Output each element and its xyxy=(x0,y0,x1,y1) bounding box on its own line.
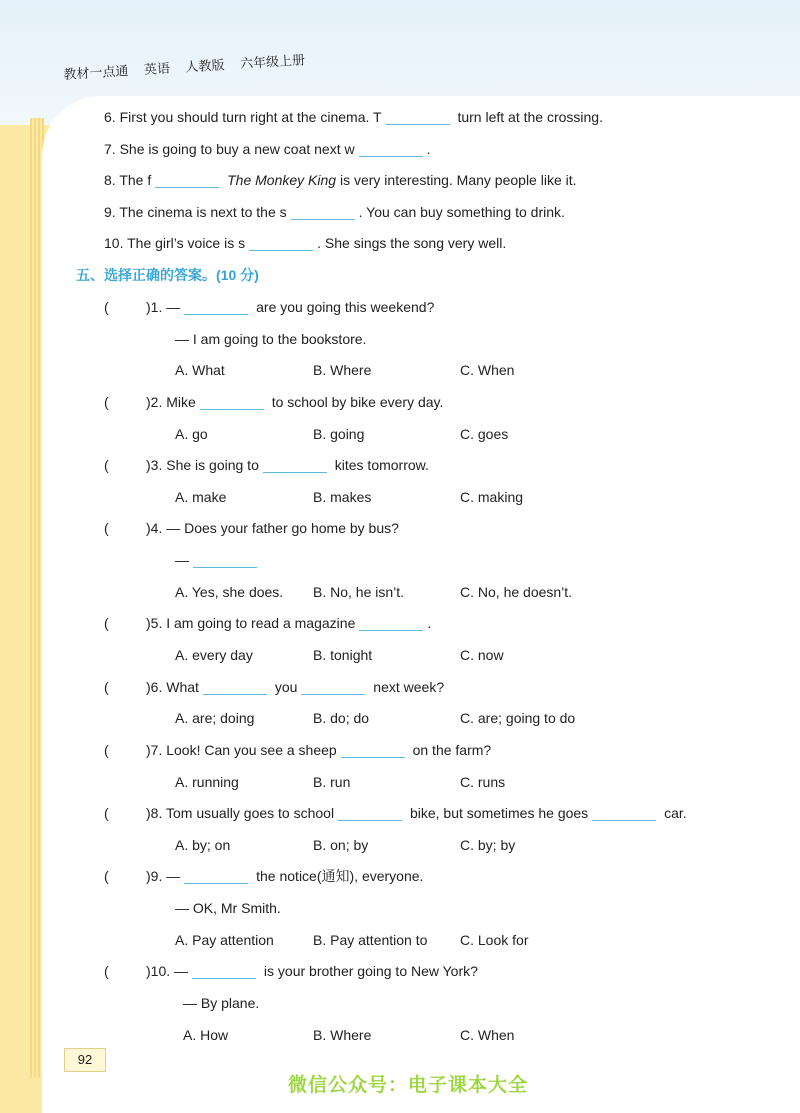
option-a[interactable]: A. running xyxy=(175,774,239,790)
option-c[interactable]: C. are; going to do xyxy=(460,710,576,726)
fill-item-10: 10. The girl’s voice is s . She sings the song very well. xyxy=(104,235,507,251)
answer-blank[interactable] xyxy=(193,553,257,568)
question-10-reply: — By plane. xyxy=(183,995,260,1011)
option-c[interactable]: C. goes xyxy=(460,426,509,442)
option-b[interactable]: B. No, he isn’t. xyxy=(313,584,405,600)
option-a[interactable]: A. go xyxy=(175,426,208,442)
question-10: ( )10. — is your brother going to New York? xyxy=(104,963,478,979)
option-a[interactable]: A. What xyxy=(175,362,225,378)
question-1-reply: — I am going to the bookstore. xyxy=(175,331,367,347)
answer-blank[interactable] xyxy=(203,680,267,695)
answer-blank[interactable] xyxy=(359,142,423,157)
answer-blank[interactable] xyxy=(249,236,313,251)
option-a[interactable]: A. by; on xyxy=(175,837,231,853)
answer-blank[interactable] xyxy=(155,173,219,188)
option-b[interactable]: B. makes xyxy=(313,489,372,505)
section-title: 五、选择正确的答案。(10 分) xyxy=(76,267,259,283)
option-c[interactable]: C. When xyxy=(460,362,515,378)
option-b[interactable]: B. Where xyxy=(313,1027,372,1043)
question-3: ( )3. She is going to kites tomorrow. xyxy=(104,457,429,473)
fill-item-7: 7. She is going to buy a new coat next w . xyxy=(104,141,431,157)
option-b[interactable]: B. Pay attention to xyxy=(313,932,428,948)
question-8: ( )8. Tom usually goes to school bike, but sometimes he goes car. xyxy=(104,805,687,821)
option-c[interactable]: C. now xyxy=(460,647,504,663)
option-b[interactable]: B. Where xyxy=(313,362,372,378)
option-b[interactable]: B. run xyxy=(313,774,351,790)
answer-blank[interactable] xyxy=(592,806,656,821)
answer-blank[interactable] xyxy=(200,395,264,410)
question-6: ( )6. What you next week? xyxy=(104,679,445,695)
question-4: ( )4. — Does your father go home by bus? xyxy=(104,520,399,536)
question-7: ( )7. Look! Can you see a sheep on the farm? xyxy=(104,742,492,758)
fill-item-9: 9. The cinema is next to the s . You can buy something to drink. xyxy=(104,204,565,220)
page-number: 92 xyxy=(64,1048,106,1072)
fill-item-6: 6. First you should turn right at the cinema. T turn left at the crossing. xyxy=(104,109,603,125)
answer-blank[interactable] xyxy=(359,616,423,631)
answer-blank[interactable] xyxy=(184,869,248,884)
option-b[interactable]: B. do; do xyxy=(313,710,370,726)
option-c[interactable]: C. runs xyxy=(460,774,506,790)
option-c[interactable]: C. making xyxy=(460,489,524,505)
header-book: 教材一点通 xyxy=(63,63,129,83)
answer-blank[interactable] xyxy=(338,806,402,821)
header-edition: 人教版 xyxy=(185,57,225,75)
option-c[interactable]: C. Look for xyxy=(460,932,529,948)
question-4-reply: — xyxy=(175,551,261,569)
answer-blank[interactable] xyxy=(386,110,450,125)
answer-blank[interactable] xyxy=(301,680,365,695)
option-c[interactable]: C. No, he doesn’t. xyxy=(460,584,573,600)
question-9: ( )9. — the notice(通知), everyone. xyxy=(104,868,424,884)
option-a[interactable]: A. Pay attention xyxy=(175,932,274,948)
answer-blank[interactable] xyxy=(192,964,256,979)
answer-blank[interactable] xyxy=(263,458,327,473)
watermark: 微信公众号：电子课本大全 xyxy=(288,1075,529,1096)
option-a[interactable]: A. Yes, she does. xyxy=(175,584,284,600)
option-b[interactable]: B. going xyxy=(313,426,365,442)
answer-blank[interactable] xyxy=(184,300,248,315)
option-b[interactable]: B. tonight xyxy=(313,647,373,663)
option-c[interactable]: C. When xyxy=(460,1027,515,1043)
answer-blank[interactable] xyxy=(341,743,405,758)
fill-item-8: 8. The f The Monkey King is very interesting. Many people like it. xyxy=(104,172,577,188)
option-a[interactable]: A. every day xyxy=(175,647,253,663)
option-a[interactable]: A. are; doing xyxy=(175,710,255,726)
question-9-reply: — OK, Mr Smith. xyxy=(175,900,281,916)
header-grade: 六年级上册 xyxy=(239,52,306,72)
question-5: ( )5. I am going to read a magazine . xyxy=(104,615,432,631)
question-2: ( )2. Mike to school by bike every day. xyxy=(104,394,444,410)
answer-blank[interactable] xyxy=(291,205,355,220)
header-subject: 英语 xyxy=(143,60,171,78)
option-a[interactable]: A. How xyxy=(183,1027,229,1043)
option-c[interactable]: C. by; by xyxy=(460,837,516,853)
option-a[interactable]: A. make xyxy=(175,489,227,505)
question-1: ( )1. — are you going this weekend? xyxy=(104,299,435,315)
option-b[interactable]: B. on; by xyxy=(313,837,369,853)
